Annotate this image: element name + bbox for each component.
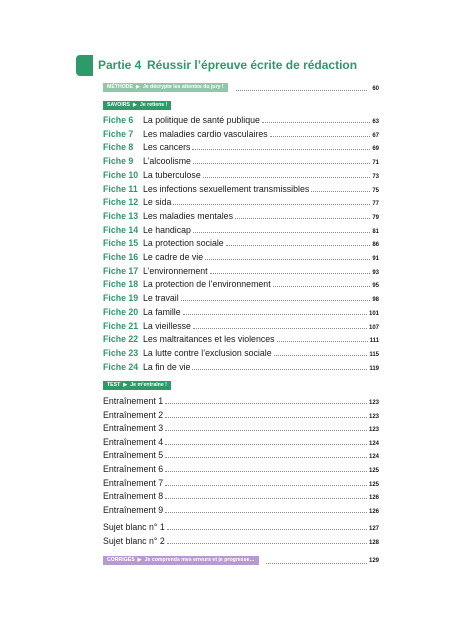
page-number: 71	[372, 160, 379, 167]
entry-title: Entraînement 4	[103, 436, 164, 447]
entry-title: La vieillesse	[143, 320, 191, 331]
toc-entry-fiche[interactable]	[103, 251, 379, 263]
entry-label: Fiche 9	[103, 156, 134, 167]
page-number: 91	[372, 256, 379, 262]
page-number: 63	[372, 119, 379, 125]
page-number: 73	[372, 173, 379, 180]
dot-leader	[193, 163, 370, 164]
entry-title: Entraînement 8	[103, 491, 164, 502]
toc-entry[interactable]	[103, 449, 379, 461]
play-arrow-icon: ▶	[137, 557, 142, 563]
section-banner-methode[interactable]	[103, 83, 228, 92]
section-text: Je décrypte les attentes du jury !	[142, 84, 224, 90]
dot-leader	[270, 136, 371, 137]
entry-label: Fiche 13	[103, 210, 139, 221]
page-number: 129	[368, 558, 379, 564]
page-number: 95	[372, 283, 379, 290]
dot-leader	[210, 273, 371, 274]
entry-label: Fiche 24	[103, 361, 139, 372]
toc-entry-fiche[interactable]	[103, 278, 379, 290]
page-number: 115	[369, 351, 379, 358]
dot-leader	[235, 218, 370, 219]
page-number: 124	[368, 440, 379, 447]
entry-label: Fiche 15	[103, 238, 139, 249]
toc-entry-fiche[interactable]	[103, 347, 379, 359]
entry-label: Fiche 6	[103, 115, 134, 125]
toc-entry-fiche[interactable]	[103, 196, 379, 208]
play-arrow-icon: ▶	[132, 102, 137, 108]
dot-leader	[193, 328, 367, 329]
toc-entry[interactable]	[103, 422, 379, 434]
entry-title: Les maladies mentales	[143, 210, 233, 221]
play-arrow-icon: ▶	[135, 84, 140, 90]
dot-leader	[236, 90, 367, 91]
entry-title: Sujet blanc n° 1	[103, 522, 165, 532]
dot-leader	[193, 232, 370, 233]
section-banner-test[interactable]	[103, 381, 171, 390]
entry-title: Entraînement 6	[103, 464, 164, 474]
section-tag: TEST	[107, 382, 121, 388]
page-number: 77	[372, 201, 379, 208]
section-banner-savoirs[interactable]	[103, 101, 171, 110]
entry-title: Le cadre de vie	[143, 252, 204, 262]
entry-title: La politique de santé publique	[143, 115, 260, 125]
page-number: 125	[368, 468, 379, 474]
toc-entry-fiche[interactable]	[103, 114, 379, 126]
entry-title: L’environnement	[143, 265, 208, 276]
entry-title: Les maladies cardio vasculaires	[143, 128, 268, 139]
toc-entry-fiche[interactable]	[103, 320, 379, 332]
dot-leader	[181, 300, 371, 301]
dot-leader	[183, 314, 367, 315]
entry-title: Les infections sexuellement transmissibles	[143, 183, 310, 194]
section-tag: CORRIGÉS	[107, 557, 135, 563]
page-number: 128	[368, 540, 379, 546]
page-number: 75	[372, 187, 379, 194]
dot-leader	[226, 245, 371, 246]
page-number: 119	[369, 365, 379, 372]
play-arrow-icon: ▶	[123, 382, 128, 388]
page-number: 81	[372, 228, 379, 235]
entry-title: Entraînement 5	[103, 450, 164, 461]
entry-label: Fiche 19	[103, 293, 139, 304]
dot-leader	[173, 204, 370, 205]
dot-leader	[165, 430, 367, 431]
section-banner-corriges[interactable]	[103, 556, 259, 565]
entry-title: La protection de l’environnement	[143, 279, 271, 290]
entry-title: Entraînement 3	[103, 423, 164, 434]
toc-entry-fiche[interactable]	[103, 306, 379, 318]
toc-entry-fiche[interactable]	[103, 265, 379, 277]
section-text: Je retiens !	[139, 102, 168, 108]
entry-title: L’alcoolisme	[143, 156, 191, 167]
entry-title: La tuberculose	[143, 169, 201, 180]
dot-leader	[165, 485, 367, 486]
entry-label: Fiche 22	[103, 334, 139, 345]
entry-title: Entraînement 9	[103, 504, 164, 515]
toc-entry-fiche[interactable]	[103, 361, 379, 373]
page-number: 126	[368, 508, 379, 515]
entry-label: Fiche 20	[103, 306, 139, 317]
dot-leader	[165, 403, 367, 404]
dot-leader	[203, 177, 371, 178]
dot-leader	[165, 417, 367, 418]
entry-label: Fiche 12	[103, 197, 139, 208]
dot-leader	[277, 341, 368, 342]
toc-entry-fiche[interactable]	[103, 333, 379, 345]
page-number: 93	[372, 269, 379, 276]
page-number: 79	[372, 214, 379, 221]
toc-entry[interactable]	[103, 535, 379, 547]
dot-leader	[311, 191, 370, 192]
toc-entry-fiche[interactable]	[103, 237, 379, 249]
toc-entry[interactable]	[103, 504, 379, 516]
part-number: Partie 4	[98, 58, 142, 72]
entry-title: Les cancers	[143, 142, 191, 153]
toc-entry[interactable]	[103, 409, 379, 421]
toc-entry[interactable]	[103, 436, 379, 448]
entry-label: Fiche 14	[103, 224, 139, 235]
page-number: 69	[372, 146, 379, 153]
section-tag: SAVOIRS	[107, 102, 130, 108]
dot-leader	[165, 444, 367, 445]
dot-leader	[192, 149, 370, 150]
entry-label: Fiche 23	[103, 347, 139, 358]
dot-leader	[165, 471, 367, 472]
entry-label: Fiche 7	[103, 128, 134, 139]
entry-title: Entraînement 2	[103, 409, 164, 420]
page-number: 101	[368, 310, 379, 317]
dot-leader	[192, 369, 367, 370]
dot-leader	[165, 457, 367, 458]
toc-entry[interactable]	[103, 477, 379, 489]
page-number: 126	[368, 495, 379, 502]
entry-label: Fiche 21	[103, 320, 139, 331]
entry-title: La protection sociale	[143, 238, 224, 249]
entry-title: Entraînement 1	[103, 396, 164, 406]
toc-entry[interactable]	[103, 490, 379, 502]
entry-title: Le travail	[143, 293, 179, 304]
entry-label: Fiche 16	[103, 252, 139, 262]
entry-title: Sujet blanc n° 2	[103, 536, 165, 546]
dot-leader	[165, 512, 367, 513]
dot-leader	[274, 355, 368, 356]
entry-label: Fiche 11	[103, 183, 138, 194]
entry-title: Entraînement 7	[103, 477, 164, 488]
toc-entry-fiche[interactable]	[103, 224, 379, 236]
dot-leader	[165, 498, 367, 499]
toc-entry-fiche[interactable]	[103, 292, 379, 304]
entry-title: La famille	[143, 306, 181, 317]
dot-leader	[205, 259, 370, 260]
toc-entry-fiche[interactable]	[103, 128, 379, 140]
section-text: Je m’entraîne !	[130, 382, 167, 388]
toc-entry-fiche[interactable]	[103, 210, 379, 222]
dot-leader	[273, 286, 371, 287]
page-number: 123	[368, 400, 379, 406]
page-number: 123	[368, 427, 379, 434]
entry-title: Le sida	[143, 197, 172, 208]
entry-title: La fin de vie	[143, 361, 191, 372]
toc-entry[interactable]	[103, 463, 379, 475]
entry-label: Fiche 18	[103, 279, 139, 290]
dot-leader	[167, 543, 367, 544]
section-tag: MÉTHODE	[107, 84, 133, 90]
dot-leader	[262, 122, 370, 123]
page-number: 98	[372, 297, 379, 304]
page-number: 111	[369, 338, 379, 345]
part-tab-marker	[76, 55, 93, 76]
toc-entry-fiche[interactable]	[103, 141, 379, 153]
entry-label: Fiche 8	[103, 142, 134, 153]
dot-leader	[266, 563, 367, 564]
toc-entry-fiche[interactable]	[103, 155, 379, 167]
page-number: 107	[368, 324, 379, 331]
page-number: 123	[368, 413, 379, 420]
entry-title: Les maltraitances et les violences	[143, 334, 275, 345]
page-number: 127	[368, 526, 379, 532]
toc-entry-fiche[interactable]	[103, 183, 379, 195]
toc-entry[interactable]	[103, 521, 379, 533]
dot-leader	[167, 529, 367, 530]
part-title: Réussir l’épreuve écrite de rédaction	[147, 58, 358, 72]
toc-entry[interactable]	[103, 395, 379, 407]
page-number: 60	[372, 86, 379, 92]
entry-title: La lutte contre l’exclusion sociale	[143, 347, 272, 358]
section-text: Je comprends mes erreurs et je progresse…	[144, 557, 255, 563]
page-number: 125	[368, 481, 379, 488]
page-number: 67	[372, 132, 379, 139]
toc-entry-fiche[interactable]	[103, 169, 379, 181]
entry-label: Fiche 17	[103, 265, 139, 276]
page-number: 86	[372, 242, 379, 249]
entry-label: Fiche 10	[103, 169, 139, 180]
page-number: 124	[368, 454, 379, 461]
entry-title: Le handicap	[143, 224, 191, 235]
